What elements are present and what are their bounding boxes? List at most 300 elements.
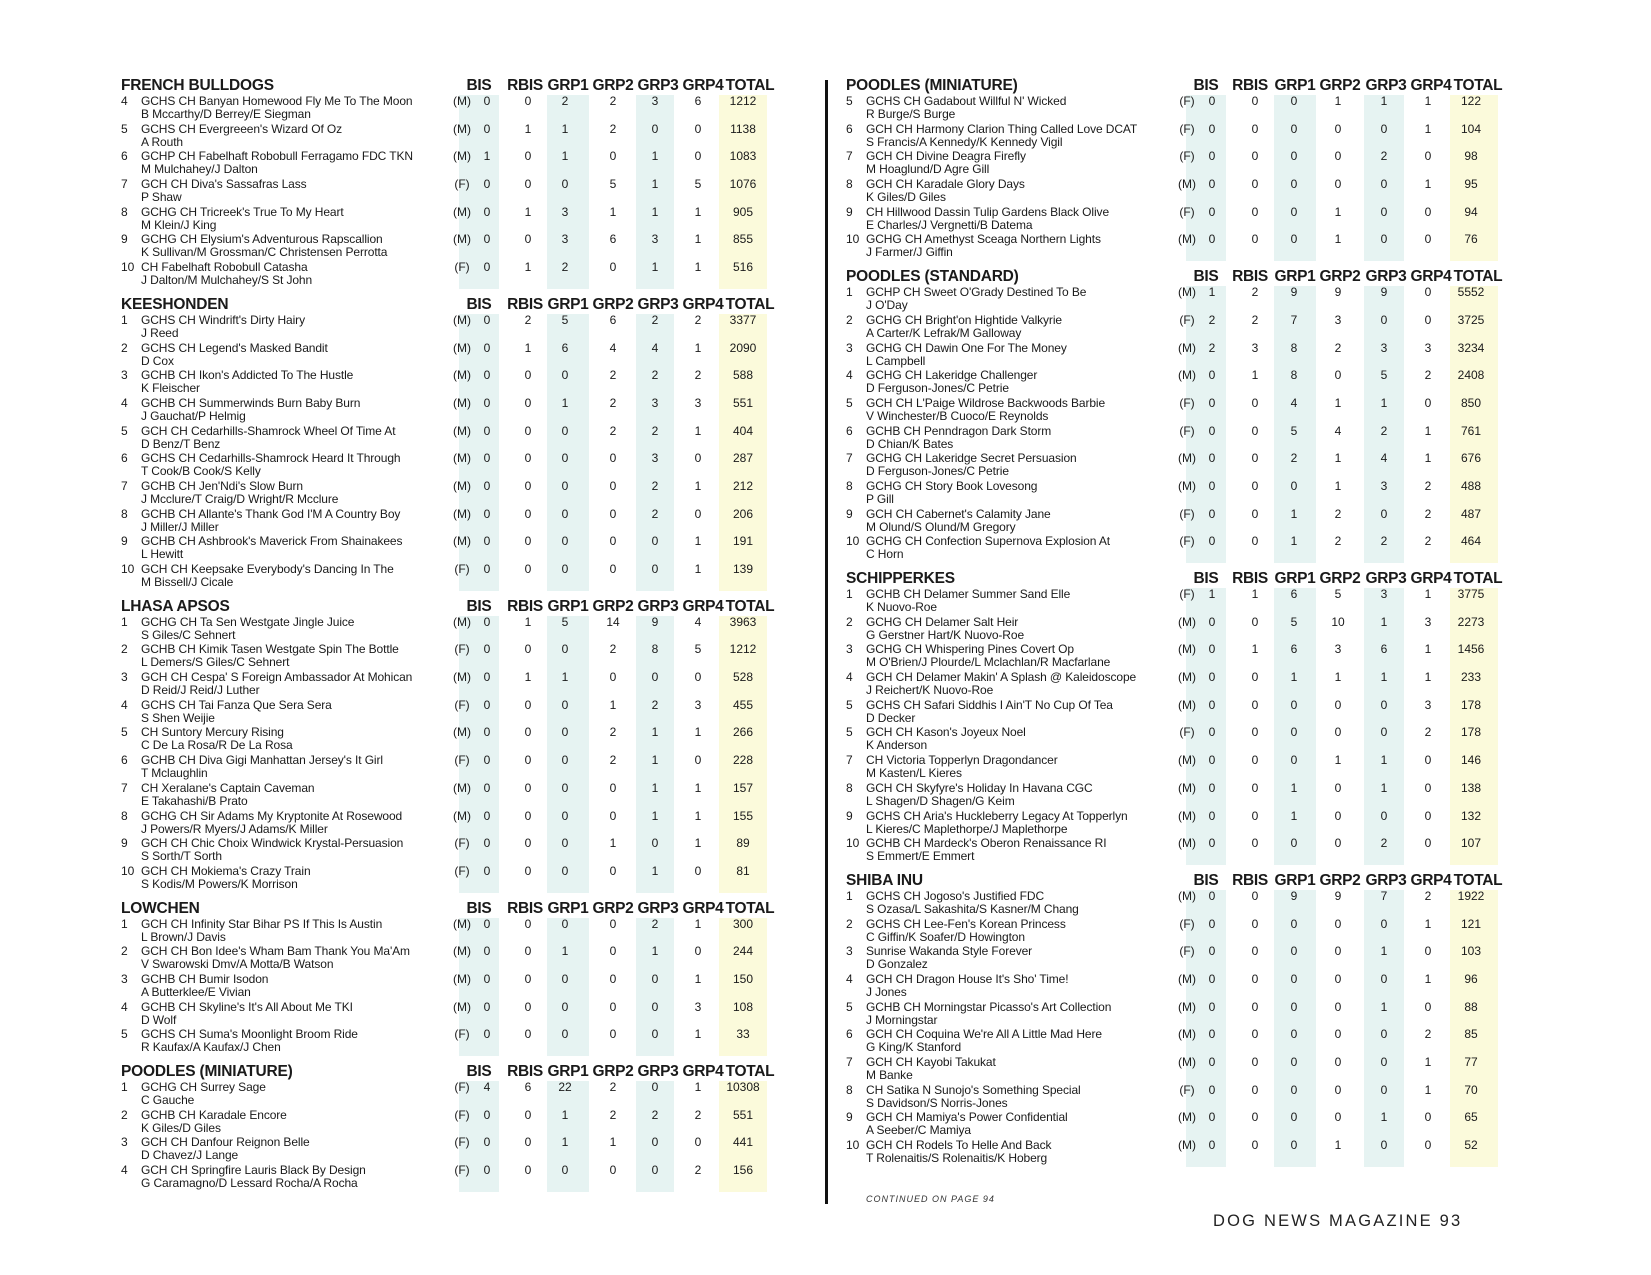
rank-number: 8 [846, 1082, 853, 1097]
owner-names: D Gonzalez [866, 957, 928, 972]
cell-bis: 0 [483, 670, 491, 685]
cell-rbis: 0 [524, 697, 532, 712]
cell-total: 108 [732, 999, 754, 1014]
cell-grp1: 0 [1290, 177, 1298, 192]
dog-name: GCHG CH Lakeridge Secret Persuasion [866, 451, 1077, 466]
cell-rbis: 0 [1251, 614, 1259, 629]
cell-rbis: 0 [524, 177, 532, 192]
cell-grp3: 4 [1380, 451, 1388, 466]
cell-total: 191 [732, 534, 754, 549]
owner-names: K Giles/D Giles [141, 1120, 221, 1135]
cell-grp4: 2 [1424, 534, 1432, 549]
cell-grp1: 0 [561, 423, 569, 438]
dog-name: GCH CH Dragon House It's Sho' Time! [866, 971, 1069, 986]
column-header-total: TOTAL [725, 77, 775, 94]
rank-number: 3 [846, 944, 853, 959]
owner-names: L Shagen/D Shagen/G Keim [866, 793, 1015, 808]
cell-grp4: 0 [1424, 836, 1432, 851]
cell-rbis: 0 [524, 1135, 532, 1150]
owner-names: D Chian/K Bates [866, 436, 954, 451]
column-header-bis: BIS [1193, 77, 1219, 94]
owner-names: R Burge/S Burge [866, 107, 956, 121]
rank-number: 4 [121, 999, 128, 1014]
owner-names: P Shaw [141, 190, 182, 205]
cell-grp1: 6 [561, 340, 569, 355]
sex-marker: (M) [1178, 780, 1196, 795]
cell-grp3: 2 [1380, 149, 1388, 164]
column-header-grp4: GRP4 [682, 77, 724, 94]
cell-total: 65 [1464, 1110, 1478, 1125]
cell-grp3: 3 [651, 451, 659, 466]
sex-marker: (M) [1178, 1027, 1196, 1042]
sex-marker: (M) [1178, 340, 1196, 355]
column-header-grp4: GRP4 [682, 295, 724, 313]
cell-grp4: 1 [694, 260, 702, 275]
cell-grp3: 0 [1380, 1082, 1388, 1097]
cell-grp1: 0 [1290, 204, 1298, 219]
rank-number: 7 [121, 780, 128, 795]
cell-grp4: 3 [694, 395, 702, 410]
cell-grp1: 2 [561, 260, 569, 275]
cell-grp3: 0 [651, 836, 659, 851]
column-header-total: TOTAL [1453, 871, 1503, 889]
cell-grp1: 0 [1290, 725, 1298, 740]
cell-grp3: 0 [1380, 312, 1388, 327]
owner-names: D Ferguson-Jones/C Petrie [866, 381, 1009, 396]
sex-marker: (M) [453, 506, 471, 521]
dog-name: GCHG CH Bright'on Hightide Valkyrie [866, 312, 1062, 327]
cell-grp3: 0 [1380, 1055, 1388, 1069]
cell-grp4: 4 [694, 614, 702, 629]
cell-bis: 0 [483, 753, 491, 768]
column-header-bis: BIS [1193, 570, 1219, 587]
sex-marker: (M) [453, 368, 471, 383]
cell-total: 88 [1464, 999, 1478, 1014]
cell-grp4: 2 [1424, 888, 1432, 903]
rank-number: 1 [121, 1080, 128, 1094]
column-header-bis: BIS [466, 899, 492, 917]
rank-number: 1 [121, 614, 128, 629]
breed-title: LOWCHEN [121, 899, 200, 917]
owner-names: L Demers/S Giles/C Sehnert [141, 655, 290, 670]
cell-bis: 0 [1208, 944, 1216, 959]
cell-grp3: 3 [651, 94, 659, 108]
cell-grp1: 0 [1290, 697, 1298, 712]
cell-grp3: 1 [651, 780, 659, 795]
dog-name: GCH CH Karadale Glory Days [866, 177, 1025, 192]
dog-name: GCHG CH Lakeridge Challenger [866, 368, 1038, 383]
column-header-grp3: GRP3 [1365, 570, 1407, 587]
column-header-bis: BIS [1193, 268, 1219, 286]
cell-grp2: 2 [609, 94, 617, 108]
cell-grp3: 0 [651, 121, 659, 136]
cell-grp2: 1 [1334, 395, 1342, 410]
cell-grp3: 3 [1380, 478, 1388, 493]
cell-total: 464 [1460, 534, 1482, 549]
dog-name: GCHB CH Ikon's Addicted To The Hustle [141, 368, 354, 383]
table-row [846, 425, 1536, 453]
sex-marker: (M) [1178, 971, 1196, 986]
rank-number: 6 [846, 423, 853, 438]
left-column [121, 76, 803, 1198]
rank-number: 9 [121, 232, 128, 247]
sex-marker: (M) [453, 670, 471, 685]
table-row [121, 973, 803, 1001]
cell-grp2: 0 [1334, 725, 1342, 740]
owner-names: S Giles/C Sehnert [141, 627, 236, 642]
cell-grp3: 0 [1380, 808, 1388, 823]
cell-rbis: 0 [1251, 121, 1259, 136]
cell-total: 146 [1460, 753, 1482, 768]
cell-total: 676 [1460, 451, 1482, 466]
dog-name: GCH CH Diva's Sassafras Lass [141, 177, 307, 192]
cell-total: 206 [732, 506, 754, 521]
breed-section [846, 76, 1536, 261]
cell-rbis: 0 [524, 149, 532, 164]
cell-total: 1922 [1457, 888, 1485, 903]
cell-grp2: 1 [1334, 753, 1342, 768]
cell-grp3: 1 [651, 725, 659, 740]
cell-grp2: 0 [609, 534, 617, 549]
cell-grp4: 0 [1424, 285, 1432, 300]
owner-names: J Mcclure/T Craig/D Wright/R Mcclure [141, 491, 339, 506]
sex-marker: (M) [453, 94, 471, 108]
cell-grp1: 0 [561, 534, 569, 549]
rank-number: 7 [121, 177, 128, 192]
cell-grp4: 0 [1424, 312, 1432, 327]
cell-grp1: 7 [1290, 312, 1298, 327]
rank-number: 6 [121, 451, 128, 466]
cell-grp1: 0 [1290, 1055, 1298, 1069]
cell-grp3: 1 [1380, 1110, 1388, 1125]
cell-grp4: 0 [1424, 149, 1432, 164]
cell-grp1: 5 [1290, 614, 1298, 629]
cell-bis: 0 [1208, 368, 1216, 383]
owner-names: K Sullivan/M Grossman/C Christensen Perrotta [141, 245, 388, 260]
cell-rbis: 0 [1251, 177, 1259, 192]
cell-bis: 0 [483, 1135, 491, 1150]
cell-grp1: 1 [561, 1135, 569, 1150]
cell-grp1: 0 [1290, 944, 1298, 959]
breed-section [846, 871, 1536, 1167]
column-header-grp3: GRP3 [637, 77, 679, 94]
table-row [846, 369, 1536, 397]
dog-name: CH Hillwood Dassin Tulip Gardens Black Olive [866, 204, 1110, 219]
table-row [846, 178, 1536, 206]
dog-name: GCHS CH Jogoso's Justified FDC [866, 888, 1045, 903]
cell-rbis: 0 [524, 999, 532, 1014]
cell-bis: 0 [483, 232, 491, 247]
table-row [121, 1001, 803, 1029]
cell-bis: 0 [1208, 1055, 1216, 1069]
breed-header [121, 899, 803, 918]
sex-marker: (M) [453, 232, 471, 247]
owner-names: T Cook/B Cook/S Kelly [141, 464, 261, 479]
cell-grp4: 6 [694, 94, 702, 108]
sex-marker: (M) [453, 395, 471, 410]
cell-bis: 0 [483, 177, 491, 192]
cell-bis: 0 [1208, 149, 1216, 164]
cell-grp3: 0 [1380, 177, 1388, 192]
cell-rbis: 1 [1251, 368, 1259, 383]
cell-rbis: 0 [1251, 534, 1259, 549]
cell-grp4: 2 [1424, 1027, 1432, 1042]
column-header-total: TOTAL [725, 295, 775, 313]
cell-total: 70 [1464, 1082, 1478, 1097]
cell-grp3: 3 [651, 395, 659, 410]
cell-grp1: 0 [561, 642, 569, 657]
dog-name: GCHS CH Banyan Homewood Fly Me To The Moon [141, 94, 413, 108]
sex-marker: (M) [453, 944, 471, 959]
sex-marker: (F) [1179, 312, 1195, 327]
cell-total: 212 [732, 478, 754, 493]
cell-grp4: 1 [694, 423, 702, 438]
cell-total: 855 [732, 232, 754, 247]
rank-number: 9 [121, 836, 128, 851]
cell-rbis: 0 [524, 232, 532, 247]
cell-grp2: 0 [609, 506, 617, 521]
rank-number: 1 [846, 587, 853, 601]
table-row [121, 508, 803, 536]
cell-grp2: 0 [609, 670, 617, 685]
cell-rbis: 0 [524, 506, 532, 521]
rank-number: 9 [121, 534, 128, 549]
cell-total: 2090 [729, 340, 757, 355]
dog-name: GCHB CH Jen'Ndi's Slow Burn [141, 478, 303, 493]
table-row [121, 397, 803, 425]
cell-grp4: 0 [1424, 232, 1432, 247]
cell-grp1: 3 [561, 232, 569, 247]
cell-total: 3725 [1457, 312, 1485, 327]
dog-name: CH Xeralane's Captain Caveman [141, 780, 315, 795]
cell-grp2: 0 [1334, 1055, 1342, 1069]
owner-names: D Chavez/J Lange [141, 1148, 239, 1163]
rank-number: 10 [121, 562, 135, 576]
column-header-rbis: RBIS [507, 1063, 543, 1080]
cell-rbis: 0 [1251, 232, 1259, 247]
sex-marker: (F) [454, 697, 470, 712]
table-row [121, 535, 803, 563]
cell-grp4: 5 [694, 642, 702, 657]
rank-number: 10 [846, 232, 860, 247]
dog-name: Sunrise Wakanda Style Forever [866, 944, 1033, 959]
cell-bis: 0 [483, 312, 491, 327]
cell-grp4: 1 [1424, 451, 1432, 466]
owner-names: E Charles/J Vergnetti/B Datema [866, 217, 1033, 232]
owner-names: L Kieres/C Maplethorpe/J Maplethorpe [866, 821, 1068, 836]
cell-grp4: 0 [1424, 1138, 1432, 1153]
cell-total: 1083 [729, 149, 757, 164]
cell-bis: 2 [1208, 340, 1216, 355]
table-row [846, 643, 1536, 671]
cell-grp2: 2 [609, 753, 617, 768]
dog-name: CH Satika N Sunojo's Something Special [866, 1082, 1081, 1097]
sex-marker: (F) [454, 642, 470, 657]
dog-name: GCH CH Mokiema's Crazy Train [141, 863, 311, 878]
table-row [846, 918, 1536, 946]
table-row [846, 890, 1536, 918]
cell-grp3: 1 [651, 260, 659, 275]
cell-grp1: 1 [1290, 780, 1298, 795]
cell-grp2: 0 [609, 863, 617, 878]
rank-number: 8 [846, 478, 853, 493]
cell-total: 150 [732, 971, 754, 986]
cell-rbis: 0 [1251, 1055, 1259, 1069]
table-row [846, 754, 1536, 782]
cell-grp3: 4 [651, 340, 659, 355]
cell-grp1: 0 [561, 368, 569, 383]
cell-grp4: 3 [1424, 340, 1432, 355]
dog-name: GCHB CH Morningstar Picasso's Art Collection [866, 999, 1112, 1014]
table-row [121, 261, 803, 289]
dog-name: GCHG CH Ta Sen Westgate Jingle Juice [141, 614, 355, 629]
dog-name: GCHB CH Allante's Thank God I'M A Country Boy [141, 506, 401, 521]
cell-total: 3963 [729, 614, 757, 629]
cell-total: 244 [732, 944, 754, 959]
cell-total: 157 [732, 780, 754, 795]
dog-name: GCH CH Coquina We're All A Little Mad Here [866, 1027, 1102, 1042]
owner-names: J Miller/J Miller [141, 519, 219, 534]
cell-bis: 0 [483, 836, 491, 851]
cell-grp1: 1 [1290, 506, 1298, 521]
dog-name: GCHB CH Kimik Tasen Westgate Spin The Bottle [141, 642, 399, 657]
cell-bis: 0 [1208, 725, 1216, 740]
cell-rbis: 0 [1251, 670, 1259, 685]
cell-rbis: 0 [1251, 836, 1259, 851]
cell-grp2: 6 [609, 232, 617, 247]
cell-grp4: 1 [694, 971, 702, 986]
cell-grp2: 2 [609, 1107, 617, 1122]
cell-grp2: 2 [609, 1080, 617, 1094]
cell-grp3: 2 [651, 312, 659, 327]
cell-rbis: 0 [1251, 999, 1259, 1014]
cell-grp4: 1 [694, 1027, 702, 1042]
sex-marker: (M) [453, 423, 471, 438]
table-row [121, 150, 803, 178]
cell-grp3: 1 [1380, 944, 1388, 959]
sex-marker: (M) [1178, 478, 1196, 493]
dog-name: GCHS CH Cedarhills-Shamrock Heard It Through [141, 451, 401, 466]
cell-grp3: 1 [651, 808, 659, 823]
cell-grp2: 0 [609, 149, 617, 164]
cell-total: 52 [1464, 1138, 1478, 1153]
cell-rbis: 0 [1251, 697, 1259, 712]
cell-grp2: 1 [609, 204, 617, 219]
owner-names: J Farmer/J Giffin [866, 245, 953, 260]
owner-names: S Davidson/S Norris-Jones [866, 1095, 1008, 1110]
cell-grp2: 3 [1334, 642, 1342, 657]
cell-grp3: 0 [1380, 1138, 1388, 1153]
column-header-grp1: GRP1 [547, 77, 589, 94]
rank-number: 8 [121, 204, 128, 219]
cell-grp2: 0 [609, 478, 617, 493]
sex-marker: (M) [453, 149, 471, 164]
cell-total: 89 [736, 836, 750, 851]
sex-marker: (M) [1178, 451, 1196, 466]
cell-grp2: 0 [609, 916, 617, 931]
cell-grp4: 3 [1424, 614, 1432, 629]
cell-rbis: 0 [1251, 888, 1259, 903]
owner-names: M Kasten/L Kieres [866, 766, 962, 781]
cell-grp4: 2 [694, 1163, 702, 1178]
cell-bis: 0 [1208, 1082, 1216, 1097]
cell-bis: 0 [1208, 836, 1216, 851]
table-row [846, 616, 1536, 644]
cell-bis: 0 [483, 451, 491, 466]
column-header-rbis: RBIS [1232, 871, 1268, 889]
cell-bis: 0 [1208, 916, 1216, 931]
breed-entries [121, 1081, 803, 1192]
dog-name: GCHS CH Windrift's Dirty Hairy [141, 312, 305, 327]
cell-bis: 0 [483, 204, 491, 219]
cell-grp4: 1 [1424, 94, 1432, 108]
rank-number: 1 [846, 888, 853, 903]
sex-marker: (M) [453, 780, 471, 795]
table-row [121, 726, 803, 754]
column-header-grp2: GRP2 [592, 77, 634, 94]
breed-entries [846, 588, 1536, 865]
rank-number: 10 [846, 836, 860, 851]
cell-total: 81 [736, 863, 750, 878]
cell-bis: 0 [1208, 808, 1216, 823]
cell-bis: 2 [1208, 312, 1216, 327]
breed-entries [846, 890, 1536, 1167]
owner-names: S Francis/A Kennedy/K Kennedy Vigil [866, 134, 1063, 149]
cell-grp4: 1 [1424, 971, 1432, 986]
dog-name: GCHB CH Diva Gigi Manhattan Jersey's It Girl [141, 753, 383, 768]
owner-names: A Seeber/C Mamiya [866, 1123, 972, 1138]
table-row [121, 563, 803, 591]
table-row [121, 1136, 803, 1164]
cell-total: 3234 [1457, 340, 1485, 355]
cell-rbis: 0 [524, 808, 532, 823]
sex-marker: (M) [1178, 1138, 1196, 1153]
cell-total: 5552 [1457, 285, 1485, 300]
owner-names: K Giles/D Giles [866, 190, 946, 205]
cell-grp4: 1 [694, 916, 702, 931]
table-row [121, 480, 803, 508]
owner-names: S Kodis/M Powers/K Morrison [141, 876, 298, 891]
rank-number: 7 [846, 451, 853, 466]
cell-grp3: 0 [1380, 121, 1388, 136]
table-row [846, 150, 1536, 178]
table-row [121, 616, 803, 644]
cell-bis: 1 [483, 149, 491, 164]
cell-grp2: 14 [606, 614, 620, 629]
cell-grp3: 9 [1380, 285, 1388, 300]
dog-name: GCH CH Rodels To Helle And Back [866, 1138, 1052, 1153]
cell-grp4: 5 [694, 177, 702, 192]
sex-marker: (M) [453, 916, 471, 931]
cell-grp3: 1 [651, 753, 659, 768]
breed-title: KEESHONDEN [121, 295, 229, 313]
cell-rbis: 1 [524, 204, 532, 219]
owner-names: M O'Brien/J Plourde/L Mclachlan/R Macfarlane [866, 655, 1111, 670]
table-row [121, 369, 803, 397]
cell-rbis: 0 [1251, 451, 1259, 466]
cell-rbis: 0 [1251, 808, 1259, 823]
cell-grp4: 0 [694, 1135, 702, 1150]
table-row [846, 342, 1536, 370]
breed-header [121, 295, 803, 314]
cell-total: 487 [1460, 506, 1482, 521]
sex-marker: (F) [454, 1163, 470, 1178]
owner-names: T Mclaughlin [141, 766, 208, 781]
owner-names: E Takahashi/B Prato [141, 793, 248, 808]
table-row [846, 782, 1536, 810]
rank-number: 1 [846, 285, 853, 300]
column-header-total: TOTAL [725, 1063, 775, 1080]
